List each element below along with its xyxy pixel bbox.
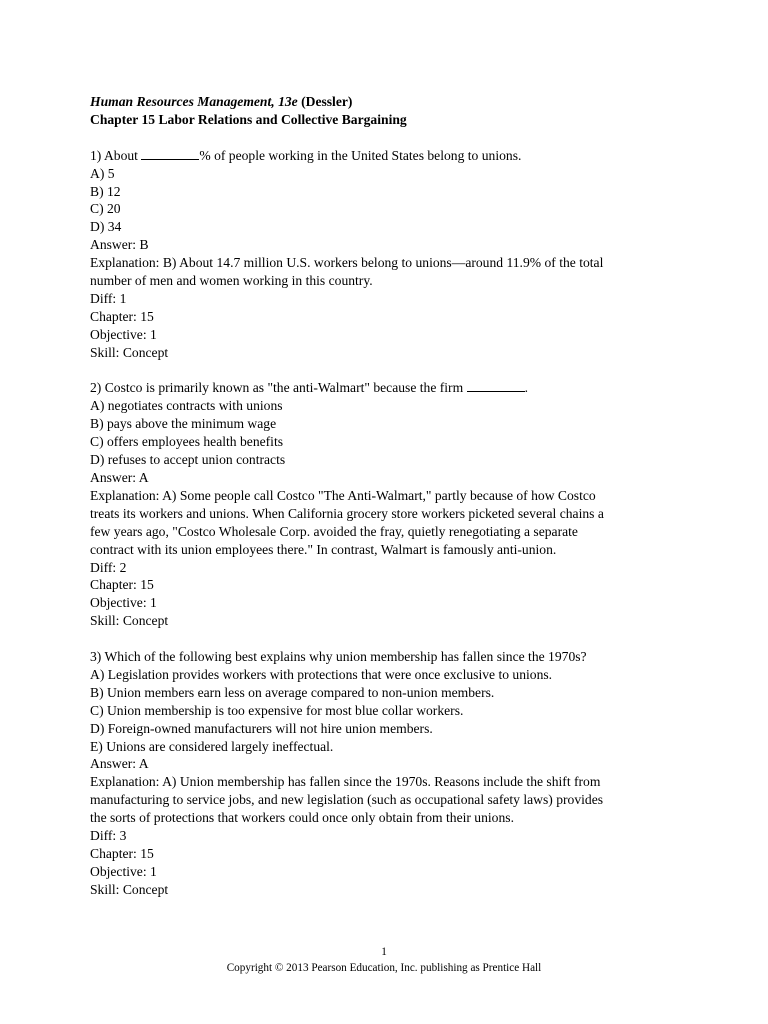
diff-line: Diff: 1 bbox=[90, 290, 127, 306]
document-header bbox=[90, 93, 690, 129]
question-stem bbox=[90, 379, 690, 397]
option-a: A) 5 bbox=[90, 165, 115, 181]
chapter-title: Chapter 15 Labor Relations and Collective Bargaining bbox=[90, 111, 407, 127]
question-3 bbox=[90, 648, 690, 899]
option-d: D) 34 bbox=[90, 219, 122, 235]
option-b: B) 12 bbox=[90, 183, 121, 199]
skill-line: Skill: Concept bbox=[90, 881, 169, 897]
option-b: B) pays above the minimum wage bbox=[90, 416, 277, 432]
objective-line: Objective: 1 bbox=[90, 595, 157, 611]
answer-line: Answer: B bbox=[90, 237, 149, 253]
chapter-line: Chapter: 15 bbox=[90, 846, 154, 862]
book-title: Human Resources Management, 13e bbox=[90, 94, 298, 109]
option-c: C) 20 bbox=[90, 201, 121, 217]
question-stem bbox=[90, 147, 690, 165]
page-footer bbox=[0, 944, 768, 976]
explanation-line: the sorts of protections that workers could once only obtain from their unions. bbox=[90, 810, 514, 826]
explanation-line: treats its workers and unions. When California grocery store workers picketed several chains a bbox=[90, 505, 604, 521]
stem-text-before: 1) About bbox=[90, 147, 142, 163]
explanation-line: number of men and women working in this country. bbox=[90, 273, 373, 289]
explanation-line: Explanation: A) Union membership has fallen since the 1970s. Reasons include the shift from bbox=[90, 774, 601, 790]
question-1 bbox=[90, 147, 690, 362]
skill-line: Skill: Concept bbox=[90, 613, 169, 629]
stem-text-after: . bbox=[524, 380, 528, 396]
page-number: 1 bbox=[381, 946, 387, 958]
objective-line: Objective: 1 bbox=[90, 863, 157, 879]
objective-line: Objective: 1 bbox=[90, 326, 157, 342]
answer-blank bbox=[141, 148, 199, 160]
diff-line: Diff: 3 bbox=[90, 828, 127, 844]
answer-blank bbox=[467, 380, 525, 392]
explanation-line: few years ago, "Costco Wholesale Corp. avoided the fray, quietly renegotiating a separate bbox=[90, 523, 578, 539]
question-2 bbox=[90, 379, 690, 630]
stem-text-before: 2) Costco is primarily known as "the anti-Walmart" because the firm bbox=[90, 380, 467, 396]
option-a: A) Legislation provides workers with protections that were once exclusive to unions. bbox=[90, 666, 553, 682]
stem-text-after: % of people working in the United States belong to unions. bbox=[199, 147, 522, 163]
book-author: (Dessler) bbox=[297, 94, 353, 109]
option-a: A) negotiates contracts with unions bbox=[90, 398, 283, 414]
answer-line: Answer: A bbox=[90, 756, 149, 772]
document-page bbox=[90, 93, 690, 899]
answer-line: Answer: A bbox=[90, 470, 149, 485]
option-c: C) Union membership is too expensive for most blue collar workers. bbox=[90, 702, 464, 718]
option-d: D) refuses to accept union contracts bbox=[90, 452, 286, 468]
option-b: B) Union members earn less on average compared to non-union members. bbox=[90, 684, 495, 700]
explanation-line: Explanation: B) About 14.7 million U.S. workers belong to unions—around 11.9% of the total bbox=[90, 255, 604, 271]
explanation-line: Explanation: A) Some people call Costco "The Anti-Walmart," partly because of how Costco bbox=[90, 487, 596, 503]
option-c: C) offers employees health benefits bbox=[90, 434, 284, 450]
explanation-line: manufacturing to service jobs, and new legislation (such as occupational safety laws) provides bbox=[90, 792, 604, 808]
diff-line: Diff: 2 bbox=[90, 559, 127, 575]
option-e: E) Unions are considered largely ineffectual. bbox=[90, 738, 334, 754]
copyright-notice: Copyright © 2013 Pearson Education, Inc. publishing as Prentice Hall bbox=[226, 962, 542, 974]
book-title-line bbox=[90, 93, 690, 111]
chapter-line: Chapter: 15 bbox=[90, 308, 154, 324]
skill-line: Skill: Concept bbox=[90, 344, 169, 360]
explanation-line: contract with its union employees there." In contrast, Walmart is famously anti-union. bbox=[90, 541, 557, 557]
option-d: D) Foreign-owned manufacturers will not hire union members. bbox=[90, 720, 433, 736]
question-stem: 3) Which of the following best explains why union membership has fallen since the 1970s? bbox=[90, 649, 587, 665]
chapter-line: Chapter: 15 bbox=[90, 577, 154, 593]
